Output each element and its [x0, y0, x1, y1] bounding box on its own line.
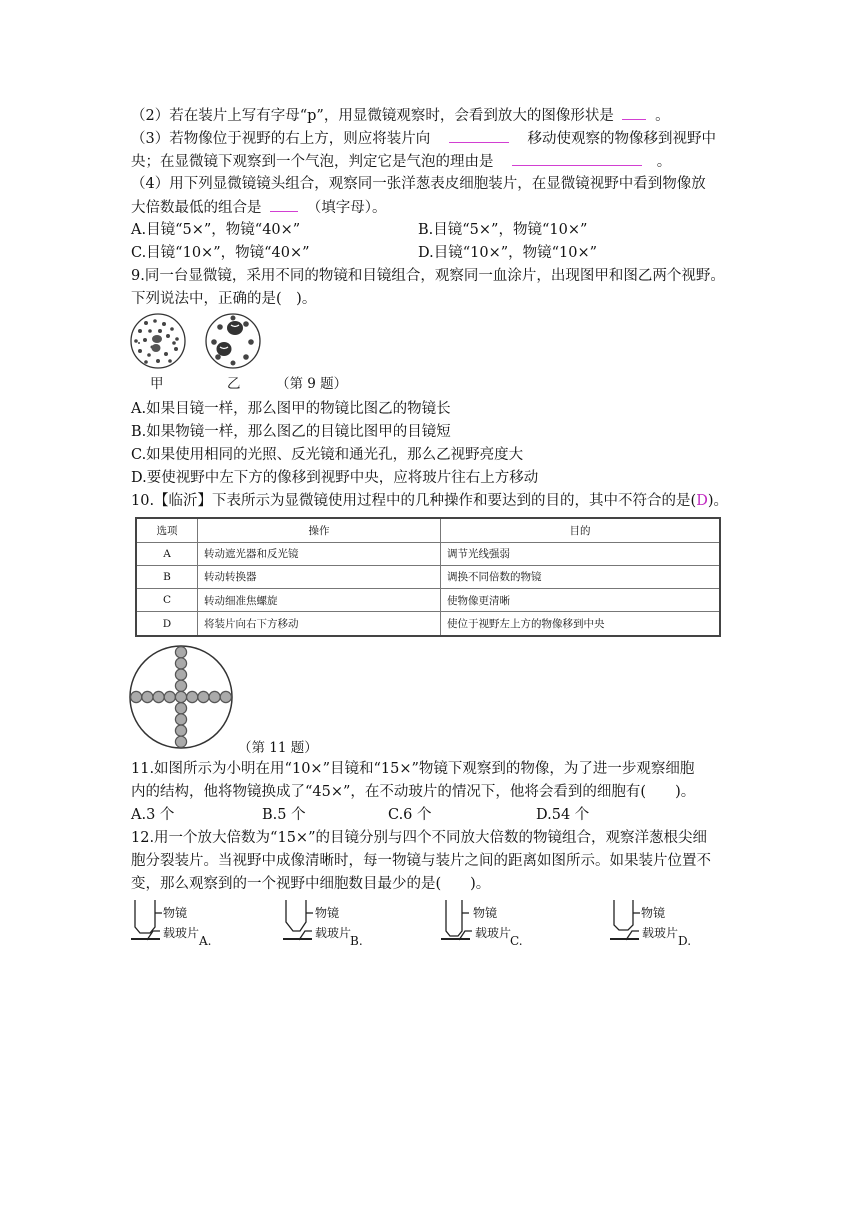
q11-cell [131, 691, 142, 702]
q12-line-2: 胞分裂装片。当视野中成像清晰时，每一物镜与装片之间的距离如图所示。如果装片位置不 [131, 853, 711, 869]
q12-line-1: 12.用一个放大倍数为“15×”的目镜分别与四个不同放大倍数的物镜组合，观察洋葱根尖细 [131, 830, 707, 846]
q12-option-d: D. [678, 934, 692, 948]
q11-cell [187, 691, 198, 702]
q4-answer-blank[interactable] [270, 197, 298, 212]
q3-direction-blank[interactable] [449, 128, 509, 143]
table-cell: B [136, 565, 198, 588]
q10-line [131, 491, 728, 511]
q2-text: （2）若在装片上写有字母“p”，用显微镜观察时，会看到放大的图像形状是 [131, 108, 614, 124]
table-row [136, 542, 720, 565]
q11-cell [175, 680, 186, 691]
q9-line-2: 下列说法中，正确的是( )。 [131, 291, 317, 307]
q12-b-slide-label: 载玻片 [315, 926, 352, 940]
q9-line-1: 9.同一台显微镜，采用不同的物镜和目镜组合，观察同一血涂片，出现图甲和图乙两个视野。 [131, 268, 725, 284]
q12-diagram-c [441, 900, 472, 940]
table-cell: C [136, 589, 198, 612]
q11-cell [175, 703, 186, 714]
q11-cells [131, 647, 232, 748]
q3-line-2 [131, 151, 671, 172]
q11-option-d: D.54 个 [536, 807, 590, 823]
q12-d-slide-label: 载玻片 [642, 926, 679, 940]
table-cell: 使位于视野左上方的物像移到中央 [441, 612, 721, 636]
q2-end: 。 [655, 108, 670, 124]
q2-line [131, 105, 670, 126]
q11-cell [175, 736, 186, 747]
q4-option-a: A.目镜“5×”，物镜“40×” [131, 222, 301, 238]
q12-line-3: 变，那么观察到的一个视野中细胞数目最少的是( )。 [131, 876, 491, 892]
table-row [136, 612, 720, 636]
q4-text: 大倍数最低的组合是 [131, 200, 262, 216]
q3-reason-blank[interactable] [512, 151, 642, 166]
q11-option-b: B.5 个 [262, 807, 306, 823]
q11-option-a: A.3 个 [131, 807, 175, 823]
table-row [136, 565, 720, 588]
q9-option-b: B.如果物镜一样，那么图乙的目镜比图甲的目镜短 [131, 424, 451, 440]
q11-line-1: 11.如图所示为小明在用“10×”目镜和“15×”物镜下观察到的物像，为了进一步观察细胞 [131, 761, 695, 777]
q3-text-2: 移动使观察的物像移到视野中 [527, 131, 716, 147]
table-row [136, 589, 720, 612]
table-header-purpose: 目的 [441, 518, 721, 542]
q4-option-d: D.目镜“10×”，物镜“10×” [418, 245, 598, 261]
q9-label-jia: 甲 [150, 376, 164, 392]
q11-cell [175, 725, 186, 736]
q12-option-a: A. [199, 934, 212, 948]
q9-option-c: C.如果使用相同的光照、反光镜和通光孔，那么乙视野亮度大 [131, 447, 524, 463]
q11-cell [175, 669, 186, 680]
q3-line-1 [131, 128, 716, 149]
q12-diagram-a [131, 900, 162, 940]
q11-cell [153, 691, 164, 702]
q11-cell [175, 647, 186, 658]
table-cell: 转动转换器 [198, 565, 441, 588]
q9-field-yi [206, 314, 260, 368]
q9-figure-caption: （第 9 题） [276, 376, 348, 392]
table-cell: 转动细准焦螺旋 [198, 589, 441, 612]
q11-cell [198, 691, 209, 702]
table-cell: 调节光线强弱 [441, 542, 721, 565]
q4-option-b: B.目镜“5×”，物镜“10×” [418, 222, 588, 238]
q11-field [130, 646, 232, 748]
q12-b-objective-label: 物镜 [315, 906, 340, 920]
q12-a-slide-label: 载玻片 [163, 926, 200, 940]
q11-figure-caption: （第 11 题） [238, 740, 318, 756]
q11-line-2: 内的结构，他将物镜换成了“45×”，在不动玻片的情况下，他将会看到的细胞有( )。 [131, 784, 696, 800]
q12-diagram-d [610, 900, 640, 940]
q4-option-c: C.目镜“10×”，物镜“40×” [131, 245, 310, 261]
table-header-option: 选项 [136, 518, 198, 542]
q3-text-3: 央；在显微镜下观察到一个气泡，判定它是气泡的理由是 [131, 154, 494, 170]
table-cell: A [136, 542, 198, 565]
q12-option-b: B. [350, 934, 363, 948]
q12-diagram-b [283, 900, 313, 940]
q12-a-objective-label: 物镜 [163, 906, 188, 920]
q10-answer: D [696, 493, 708, 509]
q10-text: 10.【临沂】下表所示为显微镜使用过程中的几种操作和要达到的目的，其中不符合的是( [131, 493, 697, 509]
q4-end: （填字母）。 [306, 200, 387, 216]
q4-line-2 [131, 197, 386, 218]
q3-end: 。 [656, 154, 672, 170]
table-cell: D [136, 612, 198, 636]
table-cell: 调换不同倍数的物镜 [441, 565, 721, 588]
q11-option-c: C.6 个 [388, 807, 432, 823]
table-cell: 转动遮光器和反光镜 [198, 542, 441, 565]
q11-cell [142, 691, 153, 702]
table-header-row [136, 518, 720, 542]
q11-cell [175, 691, 186, 702]
q9-label-yi: 乙 [227, 376, 241, 392]
table-cell: 使物像更清晰 [441, 589, 721, 612]
table-cell: 将装片向右下方移动 [198, 612, 441, 636]
table-header-operation: 操作 [198, 518, 441, 542]
q9-field-jia [131, 314, 185, 368]
q11-cell [175, 714, 186, 725]
q12-c-objective-label: 物镜 [473, 906, 498, 920]
q11-cell [220, 691, 231, 702]
q11-cell [175, 658, 186, 669]
q10-end: )。 [707, 493, 729, 509]
q11-cell [164, 691, 175, 702]
q9-option-d: D.要使视野中左下方的像移到视野中央，应将玻片往右上方移动 [131, 470, 539, 486]
q4-line-1: （4）用下列显微镜镜头组合，观察同一张洋葱表皮细胞装片，在显微镜视野中看到物像放 [131, 176, 706, 192]
q12-option-c: C. [510, 934, 523, 948]
q9-option-a: A.如果目镜一样，那么图甲的物镜比图乙的物镜长 [131, 401, 451, 417]
q2-answer-blank[interactable] [622, 105, 646, 120]
q12-d-objective-label: 物镜 [641, 906, 666, 920]
q10-table [135, 517, 721, 637]
q11-cell [209, 691, 220, 702]
q12-c-slide-label: 载玻片 [475, 926, 512, 940]
q3-text-1: （3）若物像位于视野的右上方，则应将装片向 [131, 131, 431, 147]
